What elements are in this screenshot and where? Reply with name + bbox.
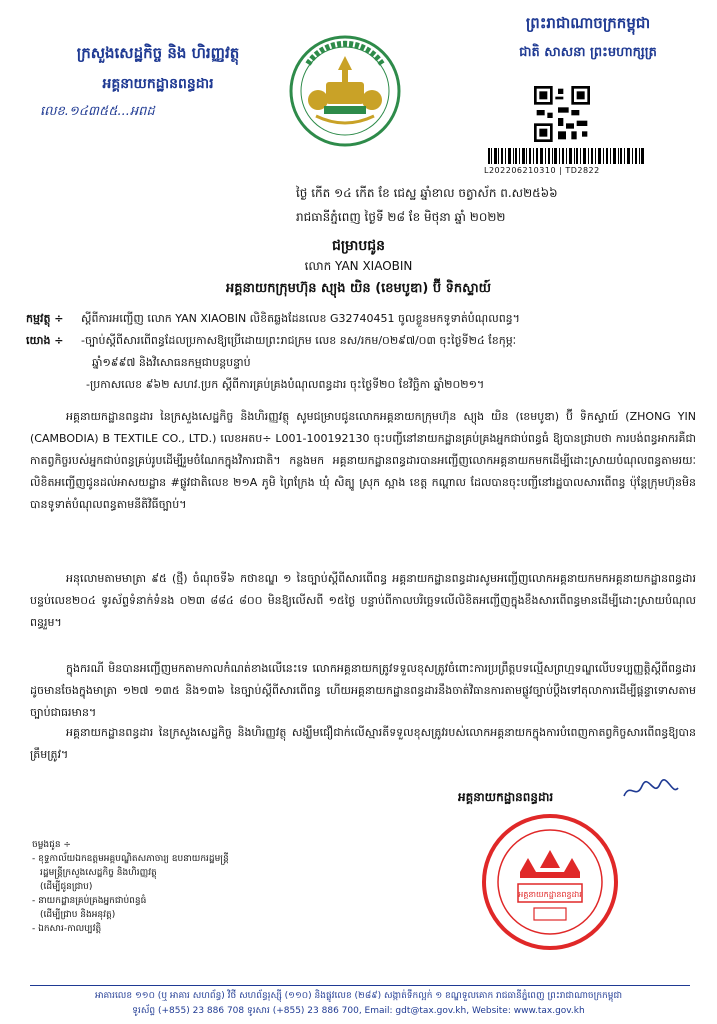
reference-line-1 bbox=[26, 334, 516, 350]
stamp-text: អគ្គនាយកដ្ឋានពន្ធដារ bbox=[518, 890, 582, 899]
barcode-number: L202206210310 | TD2822 bbox=[484, 166, 600, 175]
cc-item: - ឯកសារ-កាលប្បវត្តិ bbox=[32, 924, 102, 934]
reference-text-3: -ប្រកាសលេខ ៩៦២ សហវ.ប្រក ស្តីពីការគ្រប់គ្រងបំណុលពន្ធដារ ចុះថ្ងៃទី២០ ខែវិច្ឆិកា ឆ្នាំ២០២១។ bbox=[86, 378, 485, 391]
department-name: អគ្គនាយកដ្ឋានពន្ធដារ bbox=[102, 76, 214, 92]
solar-date: រាជធានីភ្នំពេញ ថ្ងៃទី ២៨ ខែ មិថុនា ឆ្នាំ ២០២២ bbox=[296, 210, 506, 224]
recipient-name: លោក YAN XIAOBIN bbox=[304, 259, 413, 273]
body-paragraph-1: អគ្គនាយកដ្ឋានពន្ធដារ នៃក្រសួងសេដ្ឋកិច្ច និងហិរញ្ញវត្ថុ សូមជម្រាបជូនលោកអគ្គនាយកក្រុមហ៊ុន ស្យុង យិន (ខេមបូឌា) ប៊ី ទិកស្ទាយ៍ (ZHONG YIN (CAMBODIA) B TEXTILE CO., LTD.) លេខអតប÷ L001-100192130 ចុះបញ្ជីនៅនាយកដ្ឋានគ្រប់គ្រងអ្នកជាប់ពន្ធធំ ឱ្យបានជ្រាបថា ការបង់ពន្ធអាករគឺជាកាតព្វកិច្ចរបស់អ្នកជាប់ពន្ធគ្រប់រូបដើម្បីរួមចំណែកក្នុងវិការជាតិ។ កន្លងមក អគ្គនាយកដ្ឋានពន្ធដារបានអញ្ជើញលោកអគ្គនាយកមកដើម្បីដោះស្រាយបំណុលពន្ធតាមរយៈលិខិតអញ្ជើញជូនដល់អាសយដ្ឋាន #ផ្លូវជាតិលេខ ២១A ភូមិ ព្រៃក្រែង ឃុំ សិត្បូ ស្រុក ស្អាង ខេត្ត កណ្តាល ដែលបានចុះបញ្ជីនៅរដ្ឋបាលសារពើពន្ធ ប៉ុន្តែក្រុមហ៊ុនមិនបានទូទាត់បំណុលពន្ធតាមនីតិវិធីច្បាប់។ bbox=[30, 410, 696, 511]
lunar-date: ថ្ងៃ កើត ១៤ កើត ខែ ជេស្ឋ ឆ្នាំខាល ចត្វាស័ក ព.ស២៥៦៦ bbox=[296, 186, 558, 200]
subject-label: កម្មវត្ថុ ÷ bbox=[26, 312, 64, 325]
cc-item: រដ្ឋមន្ត្រីក្រសួងសេដ្ឋកិច្ច និងហិរញ្ញវត្ថុ bbox=[40, 868, 157, 878]
cc-item: - នាយកដ្ឋានគ្រប់គ្រងអ្នកជាប់ពន្ធធំ bbox=[32, 896, 147, 906]
signature-mark bbox=[620, 778, 680, 804]
ministry-header bbox=[18, 44, 298, 122]
cc-list bbox=[32, 838, 292, 936]
kingdom-title: ព្រះរាជាណាចក្រកម្ពុជា bbox=[525, 14, 651, 32]
cc-heading: ចម្លងជូន ÷ bbox=[32, 840, 71, 850]
footer-address: អាគារលេខ ១១០ (ឬ អាគារ សហព័ន្ធ) វិថី សហព័ន្ធរុស្ស៊ី (១១០) និងផ្លូវលេខ (២៨៩) សង្កាត់ទឹកល្អក់ ១ ខណ្ឌទួលគោក រាជធានីភ្នំពេញ ព្រះរាជាណាចក្រកម្ពុជា bbox=[94, 991, 623, 1001]
footer-divider bbox=[30, 985, 690, 986]
company-name: អគ្គនាយកក្រុមហ៊ុន ស្យុង យិន (ខេមបូឌា) ប៊ី ទិកស្ទាយ៍ bbox=[225, 281, 492, 296]
cc-item: (ដើម្បីជូនជ្រាប) bbox=[40, 882, 93, 892]
kingdom-header bbox=[468, 14, 708, 63]
subject-line bbox=[26, 312, 520, 328]
gdt-logo bbox=[288, 34, 402, 148]
signatory-title: អគ្គនាយកដ្ឋានពន្ធដារ bbox=[458, 790, 554, 804]
subject-text: ស្តីពីការអញ្ជើញ លោក YAN XIAOBIN លិខិតឆ្លងដែនលេខ G32740451 ចូលខ្លួនមកទូទាត់បំណុលពន្ធ។ bbox=[81, 312, 520, 325]
footer-contact: ទូរស័ព្ទ (+855) 23 886 708 ទូរសារ (+855) 23 886 700, Email: gdt@tax.gov.kh, Website: www.tax.gov.kh bbox=[132, 1006, 585, 1016]
reference-text-1: -ច្បាប់ស្តីពីសារពើពន្ធដែលប្រកាសឱ្យប្រើដោយព្រះរាជក្រម លេខ នស/រកម/០២៩៧/០៣ ចុះថ្ងៃទី២៤ ខែកុម្ភៈ bbox=[81, 334, 517, 347]
reference-number: លេខ.១៤៣៥៥...អពដ bbox=[40, 104, 155, 119]
national-motto: ជាតិ សាសនា ព្រះមហាក្សត្រ bbox=[519, 45, 657, 60]
body-paragraph-4: អគ្គនាយកដ្ឋានពន្ធដារ នៃក្រសួងសេដ្ឋកិច្ច និងហិរញ្ញវត្ថុ សង្ឃឹមជឿជាក់លើស្មារតីទទួលខុសត្រូវរបស់លោកអគ្គនាយកក្នុងការបំពេញកាតព្វកិច្ចសារពើពន្ធឱ្យបានត្រឹមត្រូវ។ bbox=[30, 726, 696, 761]
cc-item: (ដើម្បីជ្រាប និងអនុវត្ត) bbox=[40, 910, 116, 920]
reference-label: យោង ÷ bbox=[26, 334, 64, 347]
ministry-name: ក្រសួងសេដ្ឋកិច្ច និង ហិរញ្ញវត្ថុ bbox=[76, 44, 240, 62]
qr-code bbox=[534, 86, 590, 142]
cc-item: - ខុទ្ទកាល័យឯកឧត្តមអគ្គបណ្ឌិតសភាចារ្យ ឧបនាយករដ្ឋមន្ត្រី bbox=[32, 854, 229, 864]
notice-title: ជម្រាបជូន bbox=[331, 238, 386, 254]
body-paragraph-2: អនុលោមតាមមាត្រា ៩៥ (ថ្មី) ចំណុចទី៦ កថាខណ្ឌ ១ នៃច្បាប់ស្តីពីសារពើពន្ធ អគ្គនាយកដ្ឋានពន្ធដារសូមអញ្ជើញលោកអគ្គនាយកមកអគ្គនាយកដ្ឋានពន្ធដារ បន្ទប់លេខ២០៤ ទូរស័ព្ទទំនាក់ទំនង ០២៣ ៨៨៤ ៨០០ មិនឱ្យលើសពី ១៥ថ្ងៃ បន្ទាប់ពីកាលបរិច្ឆេទលើលិខិតអញ្ជើញក្នុងខឹងសារពើពន្ធមានដើម្បីដោះស្រាយបំណុលពន្ធរួម។ bbox=[30, 572, 696, 629]
official-stamp bbox=[480, 812, 620, 952]
body-paragraph-3: ក្នុងករណី មិនបានអញ្ជើញមកតាមកាលកំណត់ខាងលើនេះទេ លោកអគ្គនាយកត្រូវទទួលខុសត្រូវចំពោះការប្រព្រឹត្តបទល្មើសព្រហ្មទណ្ឌលើបទប្បញ្ញត្តិស្តីពីពន្ធដារ ដូចមានចែងក្នុងមាត្រា ១២៧ ១៣៥ និង១៣៦ នៃច្បាប់ស្តីពីសារពើពន្ធ ហើយអគ្គនាយកដ្ឋានពន្ធដារនឹងចាត់វិធានការតាមផ្លូវច្បាប់ប្តឹងទៅតុលាការដើម្បីផ្តន្ទាទោសតាមច្បាប់ជាធរមាន។ bbox=[30, 662, 696, 719]
barcode bbox=[488, 148, 644, 164]
reference-text-2: ឆ្នាំ១៩៩៧ និងវិសោធនកម្មជាបន្តបន្ទាប់ bbox=[92, 356, 251, 369]
